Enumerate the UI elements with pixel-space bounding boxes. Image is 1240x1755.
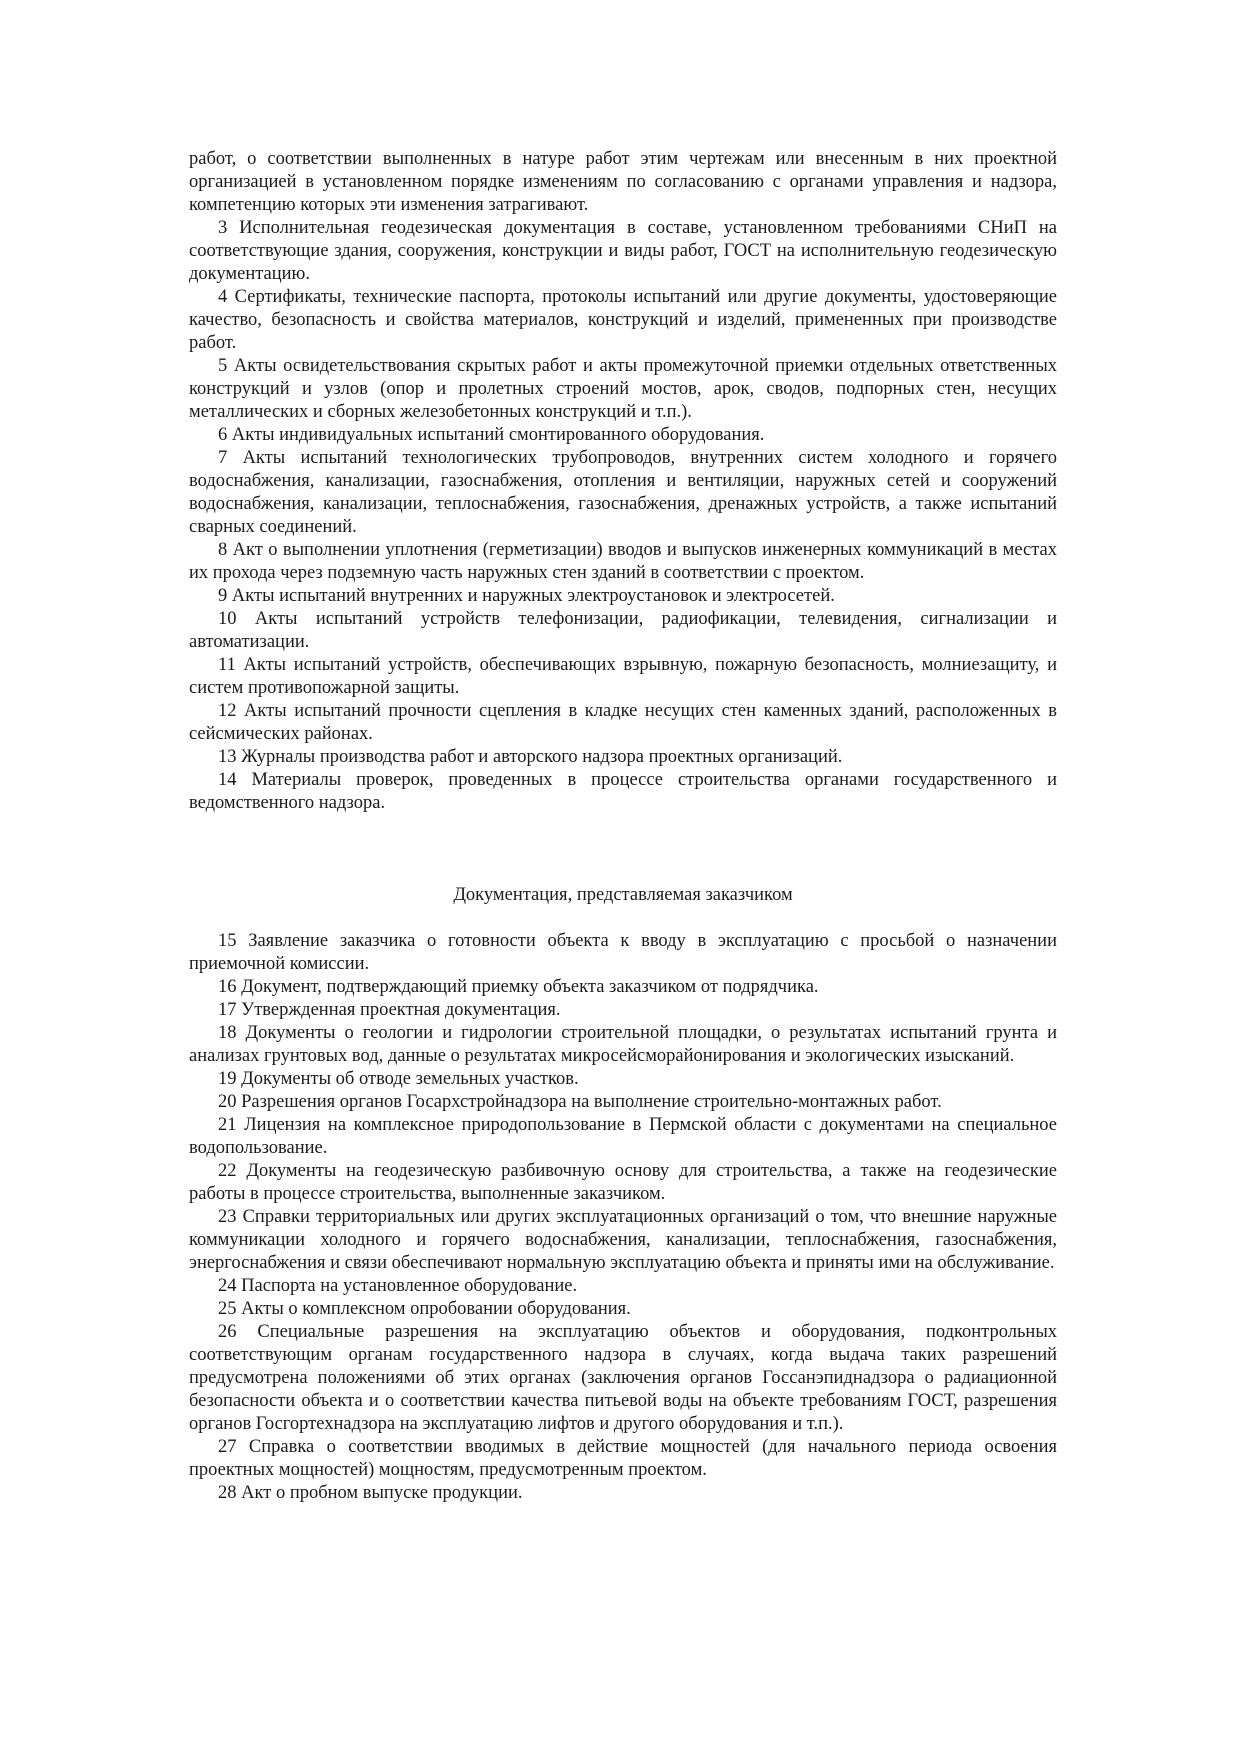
paragraph-item-7: 7 Акты испытаний технологических трубопроводов, внутренних систем холодного и горячего водоснабжения, канализации, газоснабжения, отопления и вентиляции, наружных сетей и сооружений водоснабжения, канализации, теплоснабжения, газоснабжения, дренажных устройств, а также испытаний сварных соединений. <box>189 448 1057 537</box>
paragraph-item-9: 9 Акты испытаний внутренних и наружных электроустановок и электросетей. <box>218 586 835 606</box>
paragraph-item-12: 12 Акты испытаний прочности сцепления в кладке несущих стен каменных зданий, расположенных в сейсмических районах. <box>189 701 1057 744</box>
paragraph-item-3: 3 Исполнительная геодезическая документация в составе, установленном требованиями СНиП на соответствующие здания, сооружения, конструкции и виды работ, ГОСТ на исполнительную геодезическую документацию. <box>189 218 1057 284</box>
paragraph-item-5: 5 Акты освидетельствования скрытых работ и акты промежуточной приемки отдельных ответственных конструкций и узлов (опор и пролетных строений мостов, арок, сводов, подпорных стен, несущих металлических и сборных железобетонных конструкций и т.п.). <box>189 356 1057 422</box>
paragraph-item-14: 14 Материалы проверок, проведенных в процессе строительства органами государственного и ведомственного надзора. <box>189 770 1057 813</box>
paragraph-item-11: 11 Акты испытаний устройств, обеспечивающих взрывную, пожарную безопасность, молниезащиту, и систем противопожарной защиты. <box>189 655 1057 698</box>
paragraph-continuation: работ, о соответствии выполненных в натуре работ этим чертежам или внесенным в них проектной организацией в установленном порядке изменениям по согласованию с органами управления и надзора, компетенцию которых эти изменения затрагивают. <box>189 149 1057 215</box>
paragraph-item-25: 25 Акты о комплексном опробовании оборудования. <box>218 1299 631 1319</box>
paragraph-item-28: 28 Акт о пробном выпуске продукции. <box>218 1483 523 1503</box>
paragraph-item-16: 16 Документ, подтверждающий приемку объекта заказчиком от подрядчика. <box>218 977 819 997</box>
paragraph-item-18: 18 Документы о геологии и гидрологии строительной площадки, о результатах испытаний грунта и анализах грунтовых вод, данные о результатах микросейсморайонирования и экологических изысканий. <box>189 1023 1057 1066</box>
spacer <box>189 815 1057 884</box>
paragraph-item-23: 23 Справки территориальных или других эксплуатационных организаций о том, что внешние наружные коммуникации холодного и горячего водоснабжения, канализации, теплоснабжения, газоснабжения, энергоснабжения и связи обеспечивают нормальную эксплуатацию объекта и приняты ими на обслуживание. <box>189 1207 1057 1273</box>
paragraph-item-27: 27 Справка о соответствии вводимых в действие мощностей (для начального периода освоения проектных мощностей) мощностям, предусмотренным проектом. <box>189 1437 1057 1480</box>
paragraph-item-13: 13 Журналы производства работ и авторского надзора проектных организаций. <box>218 747 843 767</box>
document-body <box>189 148 1057 1505</box>
paragraph-item-6: 6 Акты индивидуальных испытаний смонтированного оборудования. <box>218 425 765 445</box>
paragraph-item-17: 17 Утвержденная проектная документация. <box>218 1000 561 1020</box>
paragraph-item-24: 24 Паспорта на установленное оборудование. <box>218 1276 578 1296</box>
spacer <box>189 907 1057 930</box>
section-title: Документация, представляемая заказчиком <box>453 885 793 905</box>
paragraph-item-19: 19 Документы об отводе земельных участков. <box>218 1069 579 1089</box>
paragraph-item-21: 21 Лицензия на комплексное природопользование в Пермской области с документами на специальное водопользование. <box>189 1115 1057 1158</box>
paragraph-item-10: 10 Акты испытаний устройств телефонизации, радиофикации, телевидения, сигнализации и автоматизации. <box>189 609 1057 652</box>
paragraph-item-20: 20 Разрешения органов Госархстройнадзора на выполнение строительно-монтажных работ. <box>218 1092 942 1112</box>
paragraph-item-15: 15 Заявление заказчика о готовности объекта к вводу в эксплуатацию с просьбой о назначении приемочной комиссии. <box>189 931 1057 974</box>
paragraph-item-22: 22 Документы на геодезическую разбивочную основу для строительства, а также на геодезические работы в процессе строительства, выполненные заказчиком. <box>189 1161 1057 1204</box>
paragraph-item-4: 4 Сертификаты, технические паспорта, протоколы испытаний или другие документы, удостоверяющие качество, безопасность и свойства материалов, конструкций и изделий, примененных при производстве работ. <box>189 287 1057 353</box>
paragraph-item-8: 8 Акт о выполнении уплотнения (герметизации) вводов и выпусков инженерных коммуникаций в местах их прохода через подземную часть наружных стен зданий в соответствии с проектом. <box>189 540 1057 583</box>
paragraph-item-26: 26 Специальные разрешения на эксплуатацию объектов и оборудования, подконтрольных соответствующим органам государственного надзора в случаях, когда выдача таких разрешений предусмотрена положениями об этих органах (заключения органов Госсанэпиднадзора о радиационной безопасности объекта и о соответствии качества питьевой воды на объекте требованиям ГОСТ, разрешения органов Госгортехнадзора на эксплуатацию лифтов и другого оборудования и т.п.). <box>189 1322 1057 1434</box>
